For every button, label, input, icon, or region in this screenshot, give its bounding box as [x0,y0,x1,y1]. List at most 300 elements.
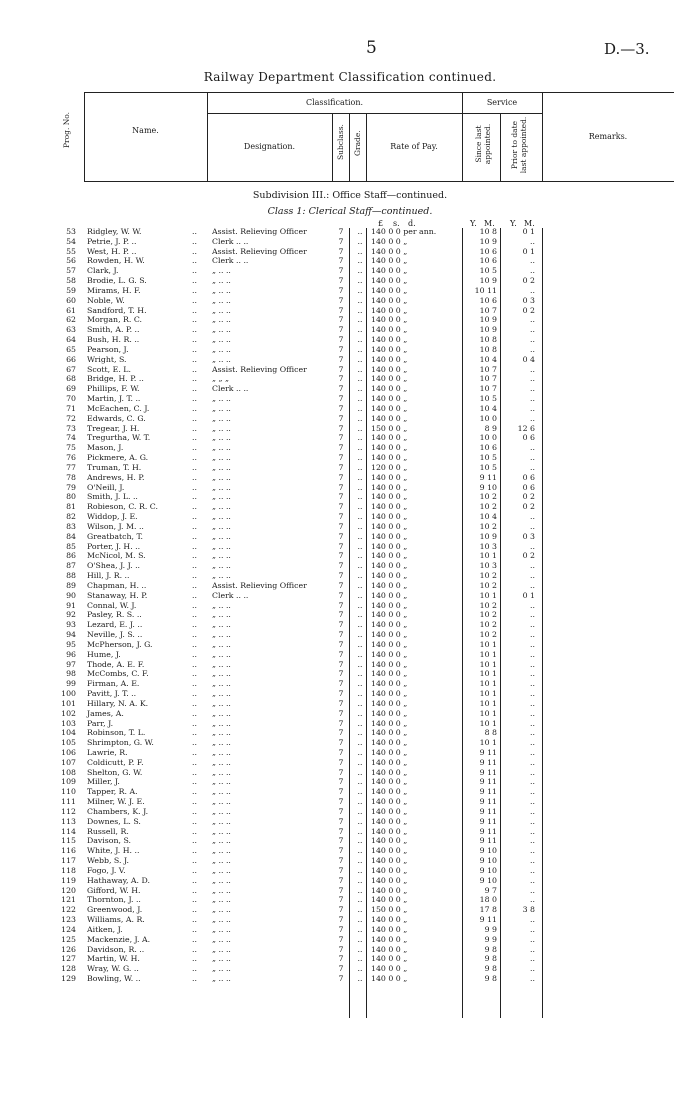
table-row [0,877,700,885]
rate-of-pay: 140 0 0 „ [371,394,408,404]
rate-of-pay: 120 0 0 „ [371,462,408,472]
table-row [0,867,700,875]
leader-dots: .. [192,384,197,394]
designation: „ .. .. [212,335,231,345]
subclass: 7 [338,266,344,276]
leader-dots: .. [357,649,363,659]
staff-name: Smith, A. P. .. [87,325,140,335]
leader-dots: .. [192,541,197,551]
rate-of-pay: 140 0 0 „ [371,924,408,934]
table-row [0,965,700,973]
service-since-last: 10 2 [479,630,497,640]
service-since-last: 9 8 [484,974,497,984]
class-heading: Class 1: Clerical Staff—continued. [267,206,433,217]
leader-dots: .. [357,797,363,807]
rate-of-pay: 140 0 0 „ [371,315,408,325]
service-since-last: 10 9 [479,236,497,246]
subclass: 7 [338,246,344,256]
header-grade: Grade. [353,130,362,156]
service-since-last: 9 11 [479,836,497,846]
leader-dots: .. [192,885,197,895]
rate-of-pay: 140 0 0 „ [371,453,408,463]
subclass: 7 [338,610,344,620]
prog-number: 80 [66,492,76,502]
prog-number: 106 [61,747,76,757]
prog-number: 87 [66,561,76,571]
subclass: 7 [338,747,344,757]
service-prior: .. [530,787,535,797]
leader-dots: .. [192,315,197,325]
table-row [0,946,700,954]
leader-dots: .. [192,915,197,925]
leader-dots: .. [357,256,363,266]
subclass: 7 [338,521,344,531]
service-since-last: 10 2 [479,492,497,502]
table-row [0,405,700,413]
designation: Assist. Relieving Officer [212,227,307,236]
service-prior: .. [530,895,535,905]
prog-number: 105 [61,738,76,748]
col-rule-since [500,113,501,181]
service-since-last: 17 8 [479,905,497,915]
prog-number: 58 [66,276,76,286]
table-row [0,887,700,895]
leader-dots: .. [357,236,363,246]
service-since-last: 9 9 [484,934,497,944]
designation: „ .. .. [212,482,231,492]
leader-dots: .. [357,364,363,374]
service-prior: .. [530,413,535,423]
service-prior: .. [530,403,535,413]
rate-of-pay: 140 0 0 „ [371,492,408,502]
rate-of-pay: 140 0 0 „ [371,846,408,856]
subclass: 7 [338,787,344,797]
staff-name: Fogo, J. V. [87,865,126,875]
rate-of-pay: 140 0 0 „ [371,865,408,875]
service-since-last: 10 1 [479,738,497,748]
prog-number: 101 [61,698,76,708]
service-since-last: 10 3 [479,561,497,571]
staff-name: Hathaway, A. D. [87,875,150,885]
table-row [0,356,700,364]
service-since-last: 10 1 [479,708,497,718]
table-row [0,611,700,619]
prog-number: 74 [66,433,76,443]
leader-dots: .. [192,639,197,649]
service-since-last: 10 5 [479,462,497,472]
rate-of-pay: 140 0 0 „ [371,630,408,640]
prog-number: 62 [66,315,76,325]
leader-dots: .. [357,806,363,816]
service-prior: .. [530,865,535,875]
leader-dots: .. [357,374,363,384]
leader-dots: .. [357,276,363,286]
rate-of-pay: 140 0 0 „ [371,826,408,836]
designation: „ .. .. [212,413,231,423]
service-prior: .. [530,806,535,816]
rate-of-pay: 140 0 0 „ [371,787,408,797]
leader-dots: .. [357,472,363,482]
leader-dots: .. [192,472,197,482]
staff-name: Morgan, R. C. [87,315,143,325]
leader-dots: .. [192,551,197,561]
designation: „ .. .. [212,767,231,777]
service-prior: .. [530,924,535,934]
subclass: 7 [338,757,344,767]
subclass: 7 [338,256,344,266]
rate-of-pay: 140 0 0 „ [371,767,408,777]
service-prior: .. [530,266,535,276]
service-since-last: 10 1 [479,718,497,728]
service-prior: .. [530,875,535,885]
rate-of-pay: 140 0 0 „ [371,236,408,246]
prog-number: 68 [66,374,76,384]
service-since-last: 9 10 [479,865,497,875]
rate-of-pay: 140 0 0 „ [371,875,408,885]
rate-of-pay: 140 0 0 „ [371,757,408,767]
leader-dots: .. [357,718,363,728]
staff-name: Connal, W. J. [87,600,137,610]
designation: „ .. .. [212,344,231,354]
staff-name: Bush, H. R. .. [87,335,140,345]
leader-dots: .. [357,384,363,394]
staff-name: Truman, T. H. [87,462,142,472]
subclass: 7 [338,344,344,354]
staff-name: Williams, A. R. [87,915,145,925]
table-row [0,926,700,934]
prog-number: 108 [61,767,76,777]
service-prior: 0 1 [522,590,535,600]
prog-number: 77 [66,462,76,472]
staff-name: Wray, W. G. .. [87,964,139,974]
header-designation: Designation. [243,142,296,151]
leader-dots: .. [192,344,197,354]
designation: „ .. .. [212,531,231,541]
table-row [0,238,700,246]
prog-number: 94 [66,630,76,640]
rate-of-pay: 140 0 0 „ [371,472,408,482]
header-prior-to-date: Prior to date last appointed. [510,116,528,174]
prog-number: 89 [66,580,76,590]
service-prior: 0 2 [522,502,535,512]
designation: „ .. .. [212,757,231,767]
service-since-last: 10 5 [479,266,497,276]
table-row [0,975,700,983]
service-since-last: 10 6 [479,295,497,305]
service-since-last: 10 9 [479,315,497,325]
table-row [0,955,700,963]
prog-number: 84 [66,531,76,541]
rate-of-pay: 140 0 0 „ [371,561,408,571]
service-prior: .. [530,325,535,335]
prog-number: 100 [61,689,76,698]
prog-number: 53 [66,227,76,236]
service-prior: .. [530,256,535,266]
table-row [0,759,700,767]
prog-number: 104 [61,728,76,738]
leader-dots: .. [192,364,197,374]
prog-number: 112 [61,806,76,816]
subclass: 7 [338,295,344,305]
leader-dots: .. [192,453,197,463]
staff-name: West, H. P. .. [87,246,137,256]
leader-dots: .. [357,777,363,787]
rate-of-pay: 140 0 0 „ [371,895,408,905]
rate-of-pay: 140 0 0 „ [371,974,408,984]
rate-of-pay: 140 0 0 „ [371,433,408,443]
rate-of-pay: 140 0 0 „ [371,531,408,541]
designation: „ .. .. [212,285,231,295]
service-since-last: 9 11 [479,826,497,836]
designation: „ .. .. [212,295,231,305]
leader-dots: .. [357,443,363,453]
leader-dots: .. [357,816,363,826]
staff-name: Wright, S. [87,354,127,364]
leader-dots: .. [192,246,197,256]
service-since-last: 9 11 [479,787,497,797]
leader-dots: .. [357,541,363,551]
table-row [0,297,700,305]
designation: „ .. .. [212,856,231,866]
staff-name: Mackenzie, J. A. [87,934,151,944]
rate-of-pay: 140 0 0 „ [371,620,408,630]
leader-dots: .. [192,236,197,246]
staff-name: Wilson, J. M. .. [87,521,144,531]
leader-dots: .. [192,954,197,964]
table-row [0,326,700,334]
leader-dots: .. [192,305,197,315]
leader-dots: .. [357,403,363,413]
prog-number: 119 [61,875,76,885]
rate-of-pay: 140 0 0 „ [371,335,408,345]
prog-number: 93 [66,620,76,630]
leader-dots: .. [192,836,197,846]
unit-prior-months: M. [524,219,535,228]
subclass: 7 [338,561,344,571]
service-prior: 0 6 [522,433,535,443]
rate-of-pay: 140 0 0 „ [371,708,408,718]
rate-of-pay: 140 0 0 „ [371,325,408,335]
service-prior: .. [530,689,535,698]
service-prior: 0 2 [522,305,535,315]
subclass: 7 [338,669,344,679]
prog-number: 63 [66,325,76,335]
table-row [0,720,700,728]
page-title: Railway Department Classification continued. [203,70,497,84]
service-since-last: 9 11 [479,777,497,787]
subclass: 7 [338,856,344,866]
designation: „ .. .. [212,551,231,561]
rate-of-pay: 140 0 0 „ [371,836,408,846]
subclass: 7 [338,767,344,777]
header-top-rule [84,92,674,93]
rate-of-pay: 140 0 0 „ [371,246,408,256]
prog-number: 113 [61,816,76,826]
leader-dots: .. [192,826,197,836]
staff-name: Chambers, K. J. [87,806,149,816]
leader-dots: .. [357,580,363,590]
leader-dots: .. [357,826,363,836]
service-prior: .. [530,885,535,895]
service-prior: .. [530,974,535,984]
leader-dots: .. [357,227,363,236]
staff-name: Robieson, C. R. C. [87,502,158,512]
service-prior: .. [530,620,535,630]
subclass: 7 [338,728,344,738]
rate-of-pay: 140 0 0 „ [371,659,408,669]
leader-dots: .. [192,580,197,590]
service-prior: .. [530,335,535,345]
service-prior: .. [530,541,535,551]
service-since-last: 9 8 [484,944,497,954]
table-row [0,621,700,629]
prog-number: 95 [66,639,76,649]
leader-dots: .. [192,256,197,266]
table-row [0,336,700,344]
table-row [0,710,700,718]
table-row [0,415,700,423]
rate-of-pay: 140 0 0 „ [371,718,408,728]
prog-number: 122 [61,905,76,915]
leader-dots: .. [357,885,363,895]
designation: „ .. .. [212,315,231,325]
prog-number: 66 [66,354,76,364]
rate-of-pay: 140 0 0 „ [371,384,408,394]
service-since-last: 10 1 [479,689,497,698]
leader-dots: .. [192,865,197,875]
designation: „ .. .. [212,846,231,856]
service-since-last: 10 1 [479,698,497,708]
leader-dots: .. [357,875,363,885]
leader-dots: .. [357,354,363,364]
subclass: 7 [338,315,344,325]
designation: „ .. .. [212,689,231,698]
service-prior: 0 2 [522,276,535,286]
designation: „ .. .. [212,325,231,335]
leader-dots: .. [357,747,363,757]
prog-number: 73 [66,423,76,433]
service-prior: .. [530,679,535,689]
leader-dots: .. [357,295,363,305]
prog-number: 109 [61,777,76,787]
designation: „ .. .. [212,354,231,364]
rate-of-pay: 140 0 0 „ [371,610,408,620]
staff-name: Martin, J. T. .. [87,394,141,404]
rate-of-pay: 140 0 0 „ [371,738,408,748]
leader-dots: .. [192,777,197,787]
designation: „ .. .. [212,453,231,463]
leader-dots: .. [192,905,197,915]
table-row [0,798,700,806]
prog-number: 59 [66,285,76,295]
document-reference: D.—3. [604,40,650,58]
prog-number: 110 [61,787,76,797]
table-row [0,503,700,511]
service-since-last: 10 6 [479,246,497,256]
service-prior: 3 8 [522,905,535,915]
subclass: 7 [338,806,344,816]
leader-dots: .. [357,453,363,463]
prog-number: 78 [66,472,76,482]
prog-number: 107 [61,757,76,767]
leader-dots: .. [357,934,363,944]
designation: Assist. Relieving Officer [212,580,307,590]
prog-number: 83 [66,521,76,531]
service-since-last: 10 4 [479,512,497,522]
leader-dots: .. [192,610,197,620]
service-prior: .. [530,344,535,354]
leader-dots: .. [192,806,197,816]
header-prog-no: Prog. No. [62,111,71,148]
designation: „ .. .. [212,816,231,826]
rate-of-pay: 150 0 0 „ [371,905,408,915]
subclass: 7 [338,708,344,718]
leader-dots: .. [192,413,197,423]
leader-dots: .. [192,512,197,522]
service-since-last: 10 0 [479,413,497,423]
prog-number: 86 [66,551,76,561]
service-prior: 0 2 [522,492,535,502]
designation: „ .. .. [212,728,231,738]
col-rule-prog [84,92,85,181]
rate-of-pay: 140 0 0 „ [371,266,408,276]
subclass: 7 [338,462,344,472]
leader-dots: .. [357,551,363,561]
designation: „ .. .. [212,443,231,453]
table-row [0,533,700,541]
rate-of-pay: 140 0 0 „ [371,571,408,581]
staff-name: Rowden, H. W. [87,256,145,266]
designation: „ .. .. [212,826,231,836]
service-prior: .. [530,718,535,728]
table-row [0,562,700,570]
header-name: Name. [132,126,159,135]
table-row [0,307,700,315]
service-prior: 0 6 [522,472,535,482]
service-since-last: 10 2 [479,502,497,512]
service-prior: .. [530,462,535,472]
rate-of-pay: 140 0 0 „ [371,639,408,649]
table-row [0,808,700,816]
service-since-last: 10 2 [479,571,497,581]
designation: „ .. .. [212,885,231,895]
table-row [0,670,700,678]
staff-name: McNicol, M. S. [87,551,146,561]
leader-dots: .. [357,394,363,404]
prog-number: 127 [61,954,76,964]
service-prior: .. [530,443,535,453]
rate-of-pay: 140 0 0 „ [371,944,408,954]
leader-dots: .. [357,767,363,777]
table-row [0,552,700,560]
subclass: 7 [338,895,344,905]
designation: „ .. .. [212,649,231,659]
service-since-last: 10 9 [479,276,497,286]
subclass: 7 [338,512,344,522]
staff-name: Tapper, R. A. [87,787,138,797]
staff-name: Miller, J. [87,777,120,787]
staff-name: O'Neill, J. [87,482,125,492]
leader-dots: .. [192,924,197,934]
rate-of-pay: 140 0 0 „ [371,364,408,374]
rate-of-pay: 140 0 0 „ [371,276,408,286]
prog-number: 70 [66,394,76,404]
prog-number: 72 [66,413,76,423]
service-since-last: 9 9 [484,924,497,934]
leader-dots: .. [357,669,363,679]
prog-number: 116 [61,846,76,856]
service-prior: 0 3 [522,295,535,305]
